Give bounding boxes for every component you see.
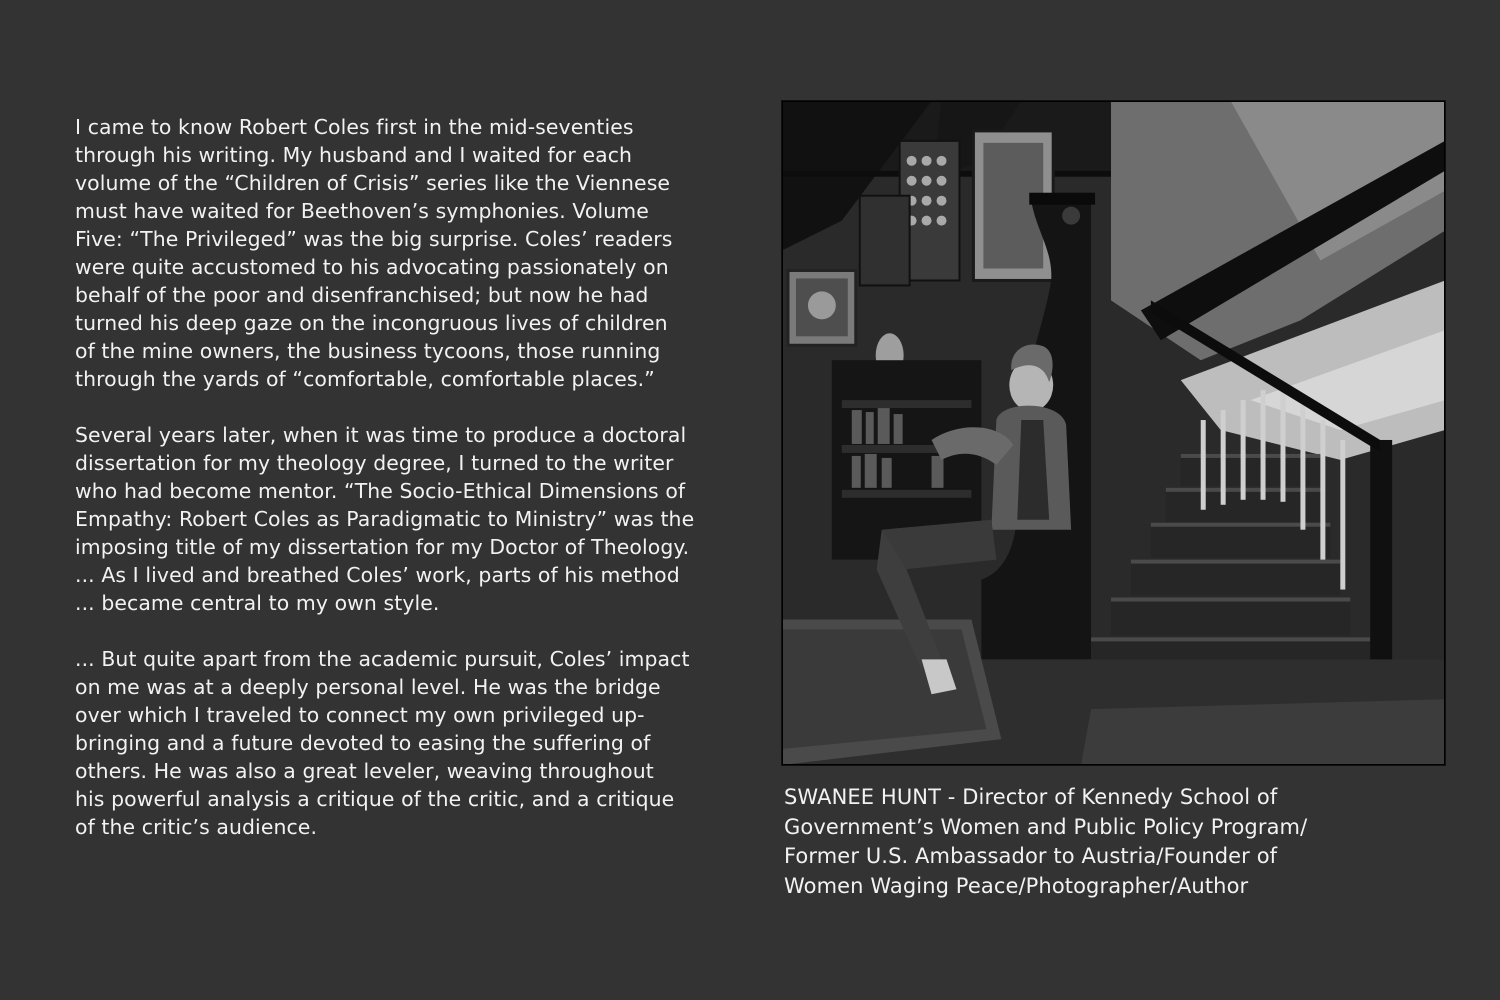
- portrait-photo-illustration: [782, 101, 1445, 765]
- essay-line: ... became central to my own style.: [75, 591, 440, 615]
- essay-line: Five: “The Privileged” was the big surprise. Coles’ readers: [75, 227, 673, 251]
- essay-line: who had become mentor. “The Socio-Ethical Dimensions of: [75, 479, 686, 503]
- essay-line: on me was at a deeply personal level. He was the bridge: [75, 675, 661, 699]
- essay-paragraph-1: [75, 113, 715, 393]
- essay-line: through his writing. My husband and I waited for each: [75, 143, 633, 167]
- essay-line: dissertation for my theology degree, I turned to the writer: [75, 451, 674, 475]
- essay-line: imposing title of my dissertation for my Doctor of Theology.: [75, 535, 690, 559]
- essay-line: ... But quite apart from the academic pursuit, Coles’ impact: [75, 647, 690, 671]
- essay-line: ... As I lived and breathed Coles’ work, parts of his method: [75, 563, 680, 587]
- essay-paragraph-2: [75, 421, 715, 617]
- photo-caption: [784, 783, 1474, 901]
- essay-line: others. He was also a great leveler, weaving throughout: [75, 759, 654, 783]
- essay-line: through the yards of “comfortable, comfortable places.”: [75, 367, 655, 391]
- essay-line: volume of the “Children of Crisis” series like the Viennese: [75, 171, 671, 195]
- essay-line: of the critic’s audience.: [75, 815, 318, 839]
- essay-line: Several years later, when it was time to produce a doctoral: [75, 423, 687, 447]
- essay-line: Empathy: Robert Coles as Paradigmatic to Ministry” was the: [75, 507, 695, 531]
- essay-line: were quite accustomed to his advocating passionately on: [75, 255, 669, 279]
- essay-line: his powerful analysis a critique of the critic, and a critique: [75, 787, 675, 811]
- portrait-photo: [781, 100, 1446, 766]
- caption-line: Former U.S. Ambassador to Austria/Founder of: [784, 844, 1278, 868]
- essay-paragraph-3: [75, 645, 715, 841]
- essay-line: behalf of the poor and disenfranchised; but now he had: [75, 283, 649, 307]
- caption-line: Women Waging Peace/Photographer/Author: [784, 873, 1249, 898]
- essay-line: I came to know Robert Coles first in the mid-seventies: [75, 115, 634, 139]
- essay-line: turned his deep gaze on the incongruous lives of children: [75, 311, 668, 335]
- caption-line: Government’s Women and Public Policy Program/: [784, 814, 1308, 839]
- caption-line: SWANEE HUNT - Director of Kennedy School of: [784, 785, 1278, 809]
- essay-line: over which I traveled to connect my own privileged up-: [75, 703, 645, 727]
- essay-line: of the mine owners, the business tycoons, those running: [75, 339, 661, 363]
- essay-line: must have waited for Beethoven’s symphonies. Volume: [75, 199, 649, 223]
- essay-text: [75, 113, 715, 869]
- essay-line: bringing and a future devoted to easing the suffering of: [75, 731, 651, 755]
